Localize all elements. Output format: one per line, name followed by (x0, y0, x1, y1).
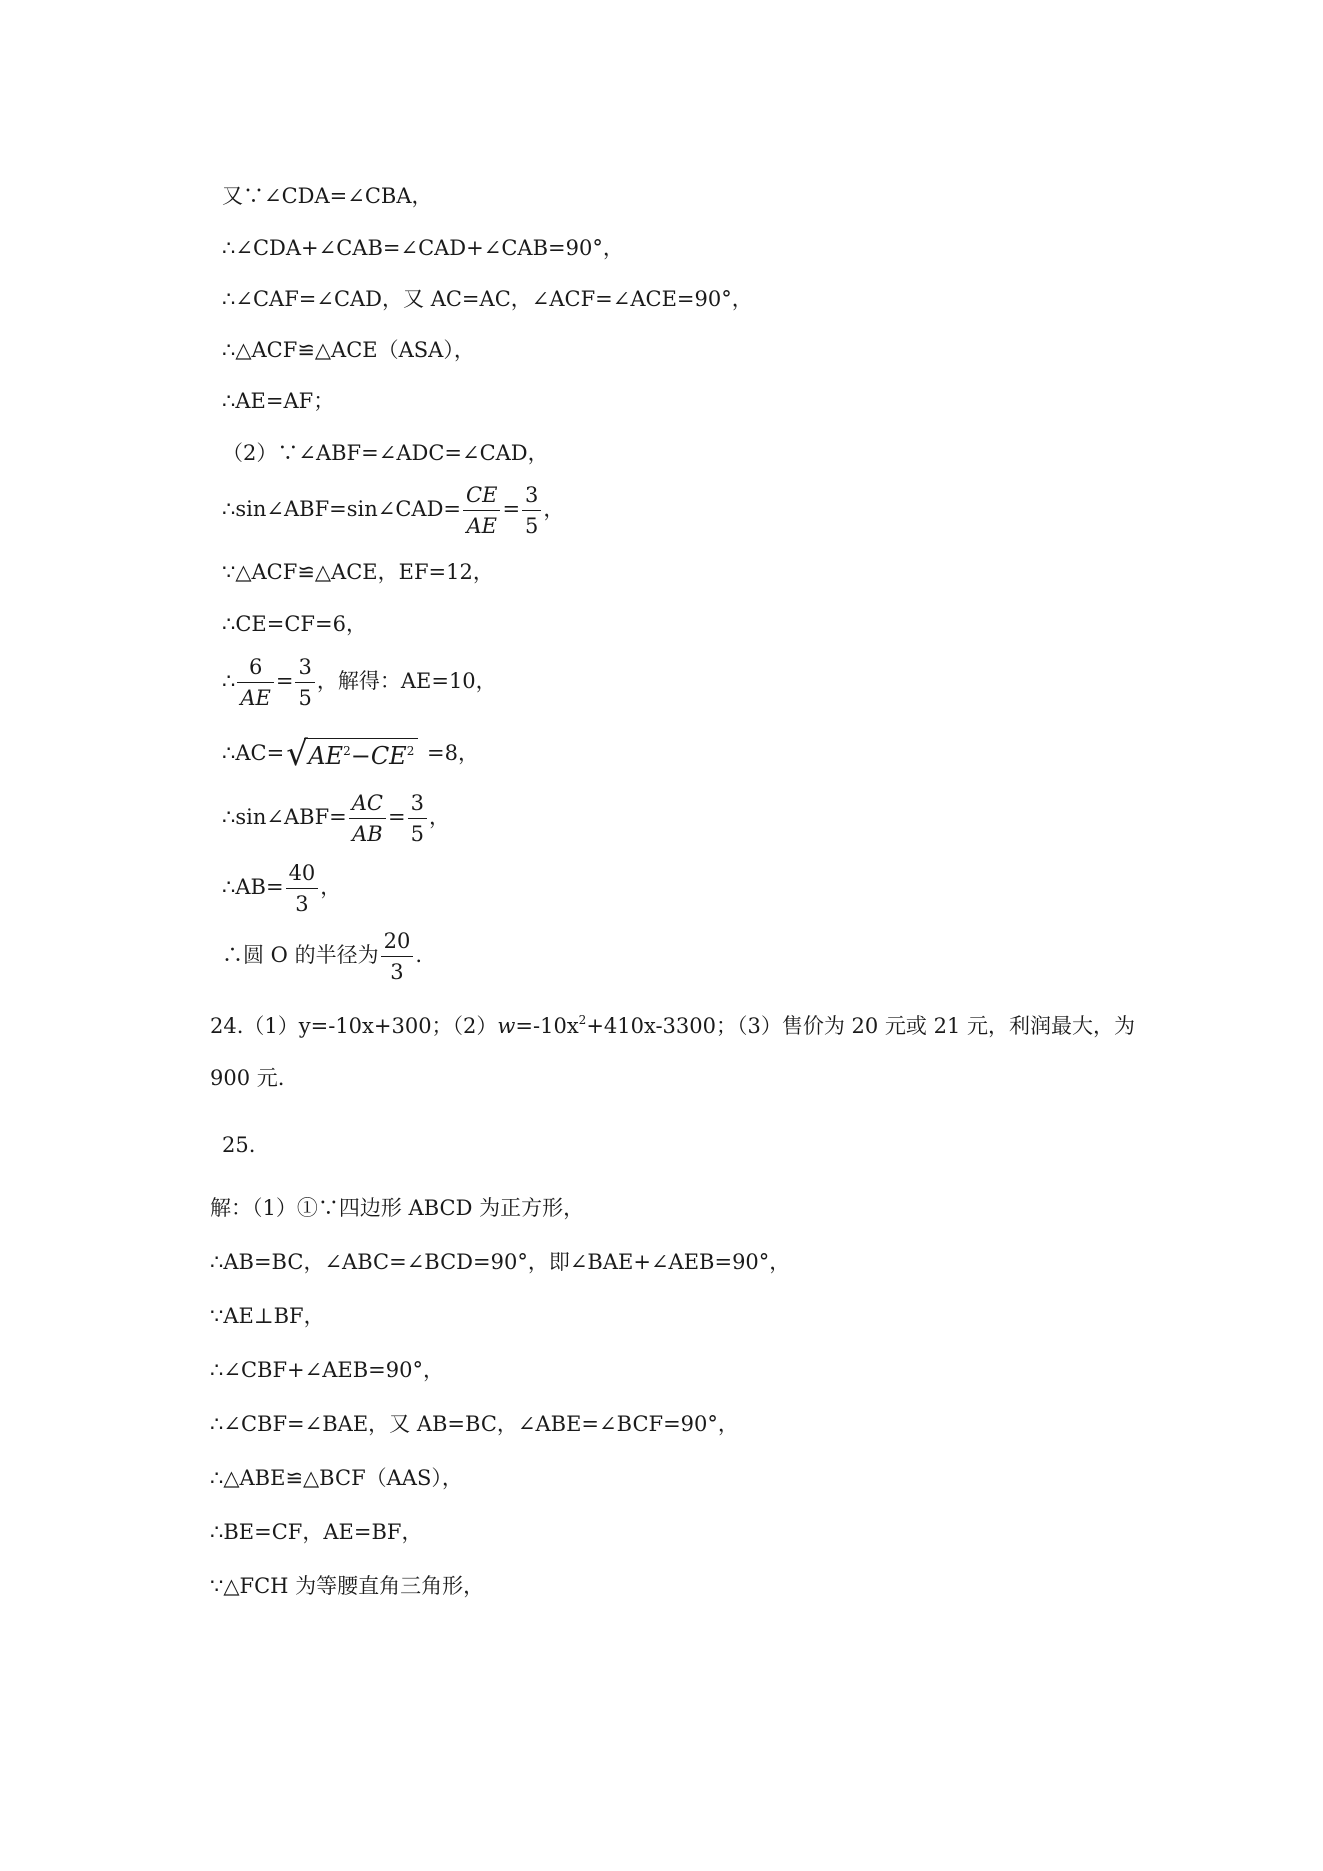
text-line: ∴∠CAF=∠CAD，又 AC=AC，∠ACF=∠ACE=90°， (222, 287, 753, 311)
formula-line (222, 734, 479, 774)
numerator: AC (349, 788, 386, 819)
formula-line (222, 652, 497, 713)
formula-prefix: ∴AB= (222, 875, 284, 899)
fraction (408, 788, 427, 849)
fraction (463, 480, 500, 541)
answer-suffix: +410x-3300；（3）售价为 20 元或 21 元，利润最大，为 (586, 1014, 1136, 1038)
denominator: 5 (298, 686, 312, 710)
numerator: 3 (408, 788, 427, 819)
radicand (304, 738, 418, 771)
formula-prefix: ∴sin∠ABF=sin∠CAD= (222, 497, 462, 521)
text-line: ∴∠CBF+∠AEB=90°， (210, 1358, 444, 1382)
formula-line (222, 858, 341, 919)
text-line: ∴∠CBF=∠BAE，又 AB=BC，∠ABE=∠BCF=90°， (210, 1412, 739, 1436)
formula-prefix: ∴圆 O 的半径为 (222, 943, 379, 967)
text-line: 解：（1）①∵四边形 ABCD 为正方形， (210, 1196, 585, 1220)
radical-sign-icon: √ (286, 734, 308, 774)
text-line: ∵△FCH 为等腰直角三角形， (210, 1574, 485, 1598)
exponent: 2 (406, 744, 415, 758)
denominator: AB (352, 822, 383, 846)
text-line: ∵△ACF≌△ACE，EF=12， (222, 560, 494, 584)
formula-suffix: ， (320, 875, 342, 899)
text-line: （2）∵∠ABF=∠ADC=∠CAD， (222, 441, 549, 465)
formula-suffix: =8， (420, 741, 479, 765)
numerator: 40 (286, 858, 319, 889)
numerator: CE (463, 480, 500, 511)
denominator: 5 (525, 514, 539, 538)
text-line: ∴BE=CF，AE=BF， (210, 1520, 423, 1544)
variable-w: w (497, 1014, 516, 1038)
denominator: 3 (390, 960, 404, 984)
numerator: 3 (295, 652, 314, 683)
question-number: 25. (222, 1133, 256, 1157)
formula-suffix: ，解得：AE=10， (316, 669, 497, 693)
formula-prefix: ∴AC= (222, 741, 285, 765)
formula-suffix: ， (543, 497, 565, 521)
formula-suffix: ， (428, 805, 450, 829)
text-line: 900 元. (210, 1066, 285, 1090)
fraction (381, 926, 414, 987)
answer-line (210, 1012, 1135, 1040)
formula-prefix: ∴ (222, 669, 236, 693)
denominator: AE (240, 686, 271, 710)
answer-prefix: 24.（1）y=-10x+300；（2） (210, 1014, 498, 1038)
numerator: 20 (381, 926, 414, 957)
formula-prefix: ∴sin∠ABF= (222, 805, 347, 829)
denominator: 5 (410, 822, 424, 846)
text-line: ∴AB=BC，∠ABC=∠BCD=90°，即∠BAE+∠AEB=90°， (210, 1250, 791, 1274)
formula-line (222, 926, 422, 987)
equals: = (275, 669, 294, 693)
fraction (295, 652, 314, 713)
fraction (349, 788, 386, 849)
denominator: 3 (295, 892, 309, 916)
text-line: ∴AE=AF； (222, 389, 335, 413)
operator: − (350, 742, 371, 770)
formula-line (222, 788, 450, 849)
expression: =-10x (515, 1014, 579, 1038)
radicand-term: AE (308, 742, 344, 770)
text-line: ∴△ACF≌△ACE（ASA）， (222, 338, 475, 362)
formula-suffix: . (415, 943, 422, 967)
text-line: ∴△ABE≌△BCF（AAS）， (210, 1466, 463, 1490)
formula-line (222, 480, 564, 541)
numerator: 6 (237, 652, 274, 683)
fraction (522, 480, 541, 541)
text-line: ∵AE⊥BF， (210, 1304, 325, 1328)
text-line: ∴∠CDA+∠CAB=∠CAD+∠CAB=90°， (222, 236, 624, 260)
equals: = (502, 497, 521, 521)
exponent: 2 (343, 744, 351, 758)
radicand-term: CE (370, 742, 407, 770)
text-line: 又∵∠CDA=∠CBA， (222, 184, 433, 208)
square-root (286, 734, 418, 774)
denominator: AE (466, 514, 497, 538)
fraction (286, 858, 319, 919)
exponent: 2 (578, 1013, 587, 1027)
fraction (237, 652, 274, 713)
text-line: ∴CE=CF=6， (222, 612, 367, 636)
numerator: 3 (522, 480, 541, 511)
equals: = (387, 805, 406, 829)
